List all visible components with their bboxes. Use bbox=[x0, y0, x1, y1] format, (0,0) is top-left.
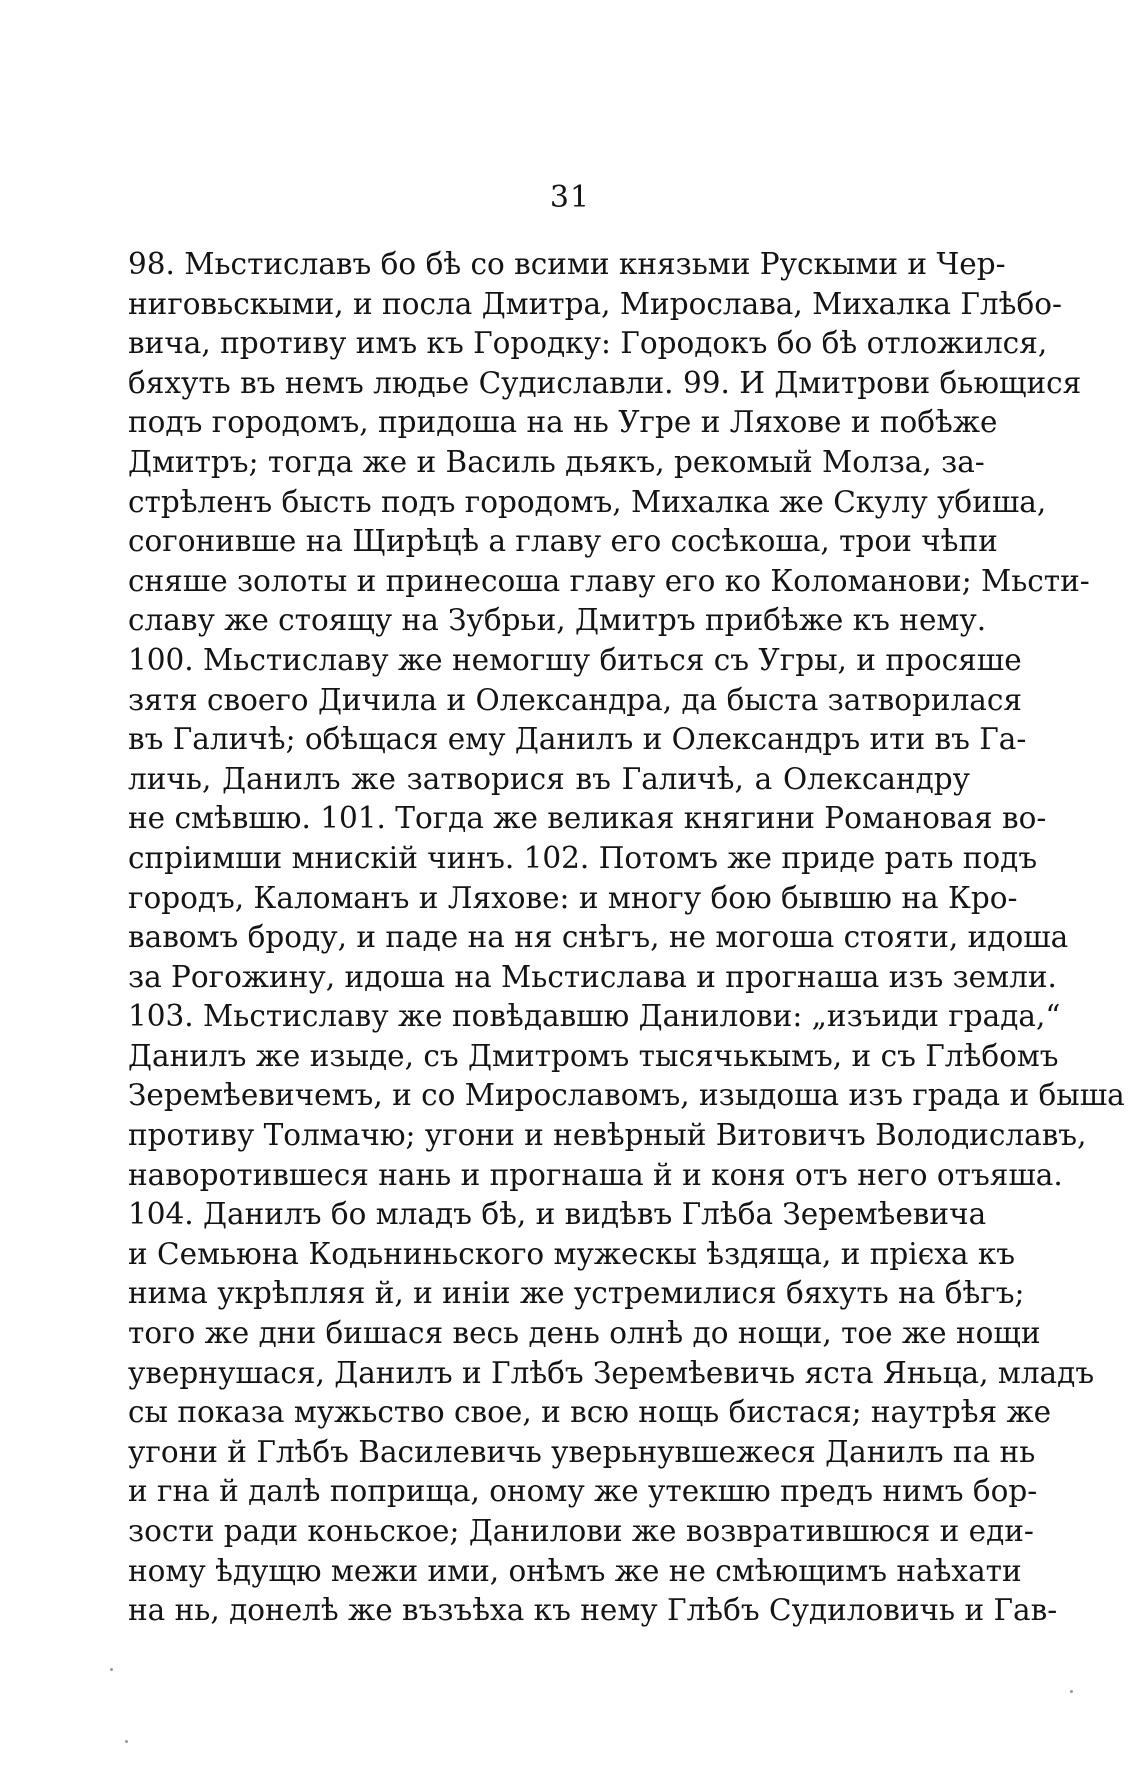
text-line: подъ городомъ, придоша на нь Угре и Ляхове и побѣже bbox=[128, 405, 998, 440]
text-line: увернушася, Данилъ и Глѣбъ Зеремѣевичь яста Яньца, младъ bbox=[128, 1355, 1095, 1390]
text-line: Дмитръ; тогда же и Василь дьякъ, рекомый Молза, за- bbox=[128, 444, 985, 479]
text-line: и гна й далѣ поприща, оному же утекшю предъ нимъ бор- bbox=[128, 1474, 1038, 1509]
text-line: того же дни бишася весь день олнѣ до нощи, тое же нощи bbox=[128, 1316, 1041, 1351]
text-line: личь, Данилъ же затворися въ Галичѣ, а Олександру bbox=[128, 761, 970, 796]
text-line: на нь, донелѣ же възъѣха къ нему Глѣбъ Судиловичь и Гав- bbox=[128, 1593, 1058, 1628]
text-line: нима укрѣпляя й, и иніи же устремилися бяхуть на бѣгъ; bbox=[128, 1276, 1025, 1311]
page-number: 31 bbox=[549, 180, 591, 215]
text-line: 100. Мьстиславу же немогшу биться съ Угры, и просяше bbox=[128, 642, 1022, 677]
text-line: угони й Глѣбъ Василевичь уверьнувшежеся Данилъ па нь bbox=[128, 1434, 1036, 1469]
text-line: 104. Данилъ бо младъ бѣ, и видѣвъ Глѣба Зеремѣевича bbox=[128, 1197, 987, 1232]
paper-speck bbox=[110, 1668, 113, 1671]
text-line: вавомъ броду, и паде на ня снѣгъ, не могоша стояти, идоша bbox=[128, 920, 1069, 955]
text-line: зятя своего Дичила и Олександра, да быста затворилася bbox=[128, 682, 1023, 717]
text-line: 103. Мьстиславу же повѣдавшю Данилови: „изъиди града,“ bbox=[128, 999, 1061, 1034]
text-line: согонивше на Щирѣцѣ а главу его сосѣкоша, трои чѣпи bbox=[128, 524, 998, 559]
text-line: противу Толмачю; угони и невѣрный Витовичъ Володиславъ, bbox=[128, 1118, 1087, 1153]
text-line: Зеремѣевичемъ, и со Мирославомъ, изыдоша изъ града и быша bbox=[128, 1078, 1125, 1113]
body-text bbox=[128, 245, 1125, 1631]
text-line: не смѣвшю. 101. Тогда же великая княгини Романовая во- bbox=[128, 801, 1047, 836]
paper-speck bbox=[1070, 1690, 1073, 1693]
text-line: за Рогожину, идоша на Мьстислава и прогнаша изъ земли. bbox=[128, 959, 1057, 994]
text-line: ниговьскыми, и посла Дмитра, Мирослава, Михалка Глѣбо- bbox=[128, 286, 1062, 321]
text-line: 98. Мьстиславъ бо бѣ со всими князьми Рускыми и Чер- bbox=[128, 247, 1006, 281]
text-line: славу же стоящу на Зубрьи, Дмитръ прибѣже къ нему. bbox=[128, 603, 987, 638]
text-line: бяхуть въ немъ людье Судиславли. 99. И Дмитрови бьющися bbox=[128, 365, 1082, 400]
text-line: въ Галичѣ; обѣщася ему Данилъ и Олександръ ити въ Га- bbox=[128, 722, 1027, 757]
text-line: ному ѣдущю межи ими, онѣмъ же не смѣющимъ наѣхати bbox=[128, 1553, 1022, 1588]
text-line: наворотившеся нань и прогнаша й и коня отъ него отъяша. bbox=[128, 1157, 1063, 1192]
text-line: стрѣленъ бысть подъ городомъ, Михалка же Скулу убиша, bbox=[128, 484, 1047, 519]
paper-speck bbox=[125, 1740, 128, 1743]
text-line: вича, противу имъ къ Городку: Городокъ бо бѣ отложился, bbox=[128, 326, 1048, 361]
text-line: сы показа мужьство свое, и всю нощь бистася; наутрѣя же bbox=[128, 1395, 1052, 1430]
text-line: городъ, Каломанъ и Ляхове: и многу бою бывшю на Кро- bbox=[128, 880, 1018, 915]
text-line: и Семьюна Кодьниньского мужескы ѣздяща, и прієха къ bbox=[128, 1236, 1016, 1271]
text-line: зости ради коньское; Данилови же возвратившюся и еди- bbox=[128, 1514, 1034, 1548]
text-line: сняше золоты и принесоша главу его ко Коломанови; Мьсти- bbox=[128, 563, 1090, 598]
text-line: спріимши мнискій чинъ. 102. Потомъ же приде рать подъ bbox=[128, 840, 1038, 875]
text-line: Данилъ же изыде, съ Дмитромъ тысячькымъ, и съ Глѣбомъ bbox=[128, 1038, 1059, 1073]
